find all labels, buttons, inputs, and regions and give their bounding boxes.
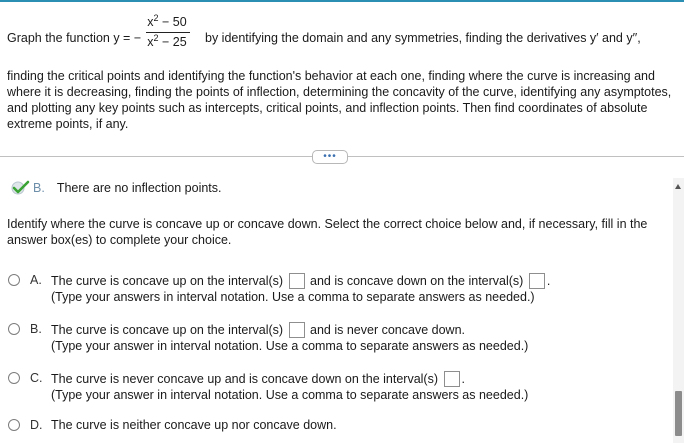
choice-d-label: D.	[30, 418, 43, 432]
choice-b-label: B.	[30, 322, 42, 336]
question-rest: finding the critical points and identifying the function's behavior at each one, finding where the curve is increasing and where it is decreasing, finding the points of inflection, determining the concavity of the curve, identifying any asymptotes, and plotting any key points such as intercepts, critical points, and inflection points. Then find coordinates of absolute extreme points, if any.	[7, 69, 672, 131]
scrollbar-thumb[interactable]	[675, 391, 682, 436]
choice-b-radio[interactable]	[8, 323, 20, 335]
choice-c-concave-down-input[interactable]	[444, 371, 460, 387]
choice-c-radio[interactable]	[8, 372, 20, 384]
choice-c-hint: (Type your answer in interval notation. Use a comma to separate answers as needed.)	[51, 388, 529, 402]
choice-a-hint: (Type your answers in interval notation. Use a comma to separate answers as needed.)	[51, 290, 535, 304]
vertical-scrollbar[interactable]	[673, 178, 684, 443]
choice-b-concave-up-input[interactable]	[289, 322, 305, 338]
choice-d-text: The curve is neither concave up nor concave down.	[51, 418, 337, 432]
fraction-denominator: $x^2 - 25$	[147, 33, 187, 49]
choice-a-concave-up-input[interactable]	[289, 273, 305, 289]
question-prefix: Graph the function y = −	[7, 31, 142, 45]
choice-d-radio[interactable]	[8, 419, 20, 431]
choice-a-concave-down-input[interactable]	[529, 273, 545, 289]
choice-a-label: A.	[30, 273, 42, 287]
answered-choice-label: B.	[33, 181, 45, 195]
correct-check-icon	[10, 180, 32, 196]
instruction-text: Identify where the curve is concave up or concave down. Select the correct choice below and, if necessary, fill in the answer box(es) to complete your choice.	[7, 217, 648, 247]
choice-a-text: The curve is concave up on the interval(s) and is concave down on the interval(s) .	[51, 274, 551, 288]
choice-b-hint: (Type your answer in interval notation. Use a comma to separate answers as needed.)	[51, 339, 529, 353]
answered-inflection-choice	[10, 180, 222, 196]
fraction-numerator: $x^2 - 50$	[147, 13, 187, 29]
more-button[interactable]: •••	[312, 150, 348, 164]
choice-a-radio[interactable]	[8, 274, 20, 286]
answered-choice-text: There are no inflection points.	[56, 181, 222, 195]
choice-c-label: C.	[30, 371, 43, 385]
question-text	[7, 15, 679, 132]
choice-c-text: The curve is never concave up and is concave down on the interval(s) .	[51, 372, 465, 386]
function-fraction	[142, 15, 192, 50]
choice-b-text: The curve is concave up on the interval(s) and is never concave down.	[51, 323, 465, 337]
scroll-up-arrow-icon[interactable]	[675, 184, 681, 189]
question-suffix: by identifying the domain and any symmetries, finding the derivatives y′ and y′′,	[205, 31, 641, 45]
top-accent-line	[0, 0, 684, 2]
